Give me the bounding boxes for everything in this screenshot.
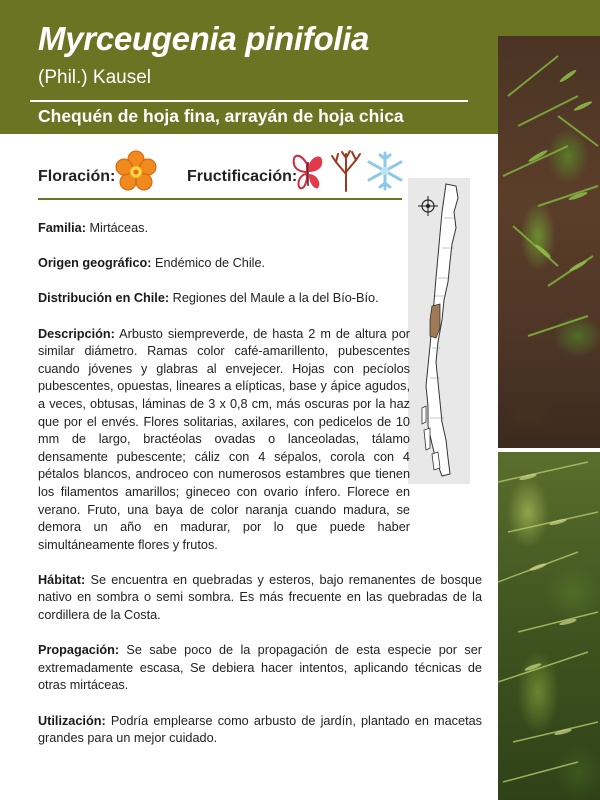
butterfly-icon <box>290 150 326 197</box>
section-descripcion <box>38 326 410 555</box>
section-label: Distribución en Chile: <box>38 291 170 306</box>
section-label: Familia: <box>38 221 86 235</box>
plant-photo-bottom <box>498 452 600 800</box>
flowering-label: Floración: <box>38 168 116 185</box>
section-text: Mirtáceas. <box>89 221 149 235</box>
phenology-divider <box>38 198 402 200</box>
common-names: Chequén de hoja fina, arrayán de hoja chica <box>38 106 404 126</box>
section-distribucion <box>38 290 410 308</box>
compass-icon <box>418 196 438 216</box>
section-propagacion <box>38 642 482 695</box>
snowflake-icon <box>364 150 406 197</box>
section-text: Arbusto siempreverde, de hasta 2 m de altura por similar diámetro. Ramas color café-amarillento, pubescentes cuando jóvenes y glabras al envejecer. Hojas con pecíolos pubescentes, opuestas, lineares a elípticas, base y ápice agudos, a veces, obtusas, láminas de 3 x 0,8 cm, más oscuras por la haz que por el envés. Flores solitarias, axilares, con pedicelos de 10 mm de largo, bractéolas ovadas o lanceoladas, tálamo densamente pubescente; cáliz con 4 sépalos, corola con 4 pétalos blancos, androceo con numerosos estambres que tienen los filamentos amarillos; gineceo con ovario ínfero. Florece en verano. Fruto, una baya de color naranja cuando madura, se demora un año en madurar, por lo que puede haber simultáneamente flores y frutos. <box>38 326 410 552</box>
flower-icon <box>114 150 158 199</box>
section-habitat <box>38 572 482 625</box>
section-text: Se sabe poco de la propagación de esta especie por ser extremadamente escasa, Se debiera hacer intentos, aplicando técnicas de otras mirtáceas. <box>38 643 482 693</box>
species-description <box>38 220 482 765</box>
section-label: Descripción: <box>38 326 115 341</box>
section-text: Se encuentra en quebradas y esteros, bajo remanentes de bosque nativo en sombra o semi sombra. Es más frecuente en las quebradas de la cordillera de la Costa. <box>38 572 483 623</box>
bare-tree-icon <box>328 148 364 197</box>
section-origen <box>38 255 410 273</box>
section-text: Regiones del Maule a la del Bío-Bío. <box>172 291 379 306</box>
fruiting-label: Fructificación: <box>187 168 298 185</box>
section-label: Hábitat: <box>38 572 86 587</box>
section-familia <box>38 220 410 238</box>
species-title: Myrceugenia pinifolia <box>38 20 370 57</box>
section-utilizacion <box>38 713 482 748</box>
species-author: (Phil.) Kausel <box>38 67 151 88</box>
section-text: Endémico de Chile. <box>155 256 266 271</box>
section-label: Origen geográfico: <box>38 256 152 271</box>
plant-photo-top <box>498 36 600 448</box>
section-label: Propagación: <box>38 643 120 658</box>
section-text: Podría emplearse como arbusto de jardín, plantado en macetas grandes para un mejor cuidado. <box>38 713 482 746</box>
section-label: Utilización: <box>38 713 106 728</box>
header-divider <box>30 100 468 102</box>
